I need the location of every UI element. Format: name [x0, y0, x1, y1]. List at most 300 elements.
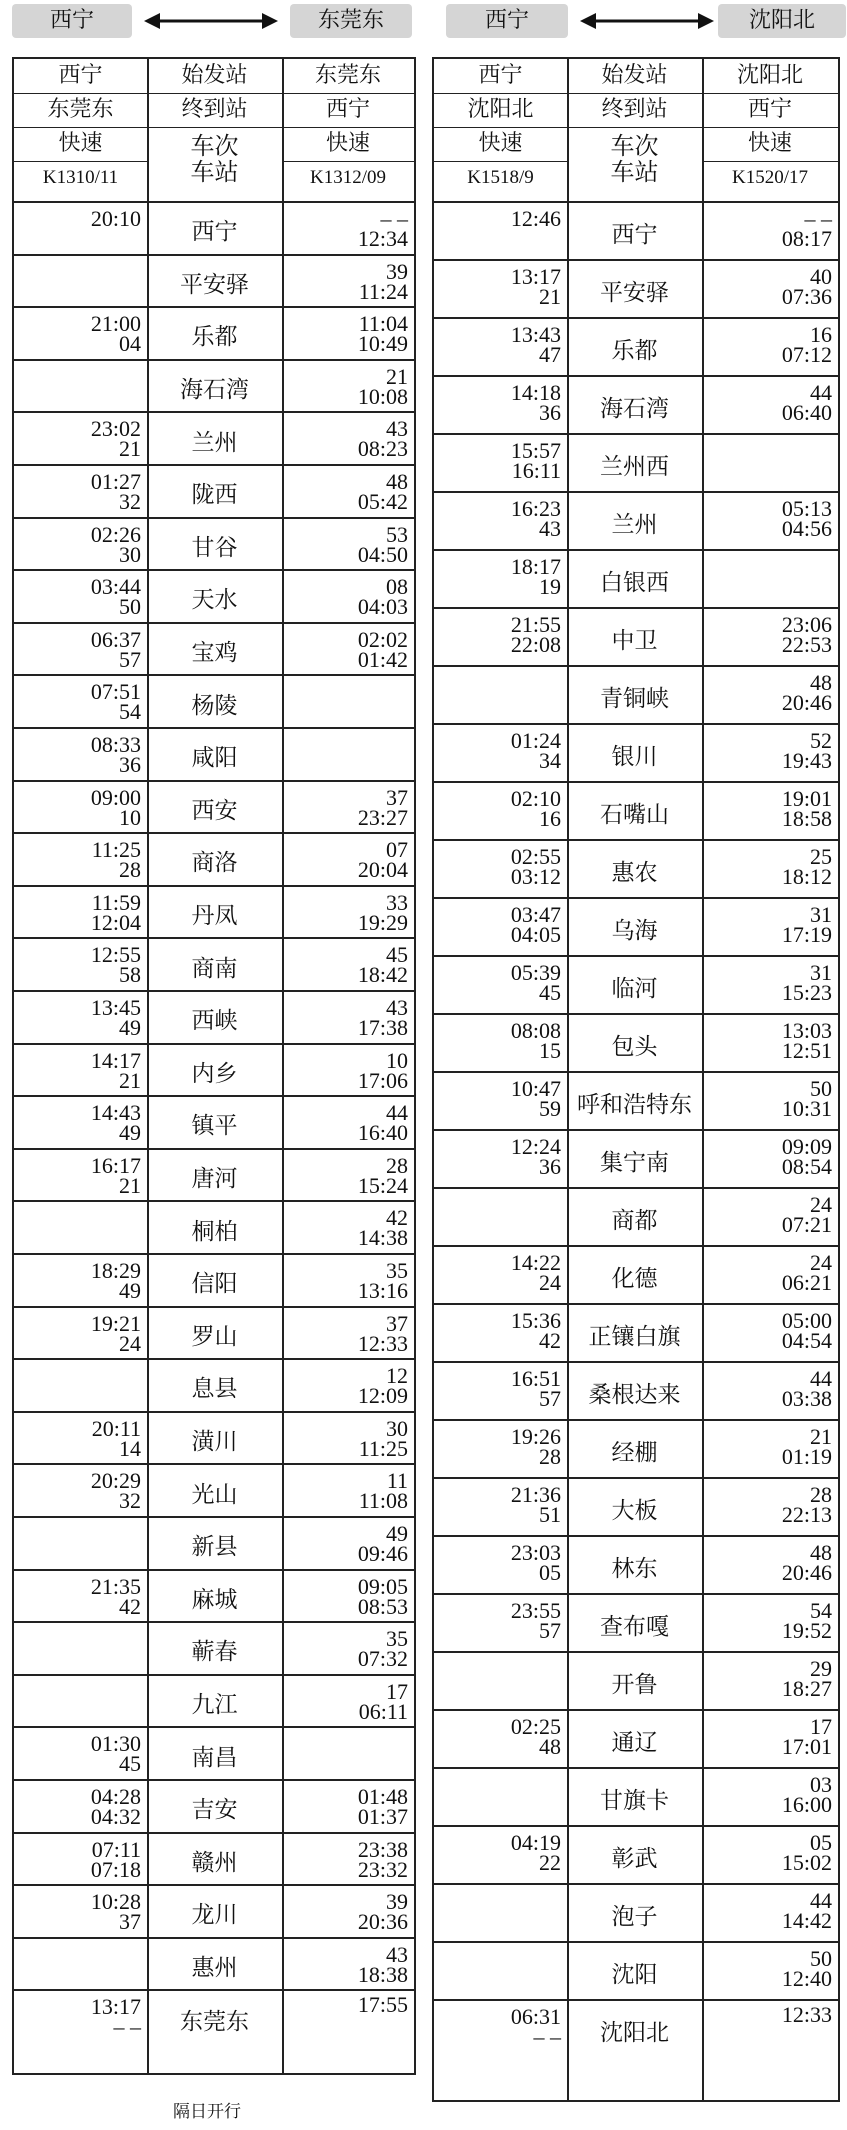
- arrive-depart-time-a: [90, 1100, 141, 1146]
- header-cell: 东莞东: [47, 97, 114, 122]
- station-name: 息县: [191, 1376, 238, 1403]
- table-row: [14, 1306, 414, 1359]
- depart-time: 42: [539, 1328, 561, 1353]
- arrive-time: 11:04: [358, 311, 408, 337]
- arrive-depart-time-b: [357, 1258, 408, 1303]
- arrive-depart-time-a: [510, 1598, 561, 1643]
- station-name: 西宁: [191, 219, 238, 246]
- arrive-depart-time-a: [510, 1424, 561, 1469]
- arrive-depart-time-b: [781, 1308, 832, 1353]
- table-row: [434, 781, 838, 839]
- arrive-time: 09:05: [357, 1573, 408, 1599]
- arrive-time: 13:17: [90, 1994, 141, 2020]
- station-name: 新县: [191, 1534, 238, 1561]
- table-row: [14, 1200, 414, 1253]
- table-row: [14, 937, 414, 990]
- arrive-time: 40: [810, 264, 832, 289]
- arrive-depart-time-b: [781, 902, 832, 947]
- depart-time: 16:00: [781, 1792, 832, 1817]
- table-row: [14, 1463, 414, 1516]
- station-name: 龙川: [191, 1902, 238, 1929]
- table-row: [434, 317, 838, 375]
- depart-time: 19:52: [781, 1618, 832, 1643]
- station-name: 唐河: [191, 1166, 238, 1193]
- arrive-depart-time-b: [357, 363, 408, 409]
- depart-time: 15: [539, 1038, 561, 1063]
- depart-time: 11:08: [358, 1488, 408, 1514]
- depart-time: 42: [119, 1593, 141, 1619]
- depart-time: 45: [539, 980, 561, 1005]
- station-name: 查布嘎: [600, 1614, 669, 1640]
- table-row: [434, 201, 838, 259]
- arrive-depart-time-b: [357, 206, 408, 251]
- arrive-depart-time-a: [90, 1836, 141, 1882]
- arrive-depart-time-b: [781, 1946, 832, 1991]
- arrive-time: 37: [386, 784, 408, 810]
- arrive-time: 05: [810, 1830, 832, 1855]
- station-name: 甘谷: [191, 534, 238, 561]
- arrive-depart-time-b: [781, 1598, 832, 1643]
- depart-time: 19:29: [357, 909, 408, 935]
- arrive-time: 15:57: [510, 438, 561, 463]
- arrive-time: 02:26: [90, 521, 141, 547]
- arrive-depart-time-a: [510, 206, 561, 231]
- depart-time: 45: [119, 1751, 141, 1777]
- arrive-time: 14:18: [510, 380, 561, 405]
- table-row: [14, 517, 414, 570]
- arrive-time: 23:03: [510, 1540, 561, 1565]
- arrive-time: 33: [386, 889, 408, 915]
- arrive-time: 01:48: [357, 1784, 408, 1809]
- table-row: [14, 1937, 414, 1990]
- arrive-time: 30: [386, 1415, 408, 1441]
- arrive-depart-time-b: [357, 1047, 408, 1093]
- station-name: 惠农: [611, 860, 658, 886]
- arrive-depart-time-a: [510, 1250, 561, 1295]
- table-row: [434, 1767, 838, 1825]
- arrive-depart-time-b: [781, 1540, 832, 1585]
- arrive-time: 48: [386, 469, 408, 494]
- arrive-time: 06:31: [510, 2004, 561, 2029]
- table-row: [434, 1129, 838, 1187]
- depart-time: 09:46: [357, 1541, 408, 1566]
- station-name: 集宁南: [600, 1150, 669, 1176]
- arrive-time: 28: [386, 1152, 408, 1178]
- arrive-time: 02:25: [510, 1714, 561, 1739]
- station-name: 白银西: [600, 570, 669, 596]
- arrive-time: 21: [810, 1424, 832, 1449]
- arrive-time: 18:29: [90, 1258, 141, 1283]
- depart-time: 21: [119, 1067, 141, 1093]
- arrive-time: 03: [810, 1772, 832, 1797]
- depart-time: 04: [119, 331, 141, 357]
- table-row: [434, 1709, 838, 1767]
- train-type-b: 快速: [747, 131, 792, 156]
- depart-time: 47: [539, 342, 561, 367]
- depart-time: 10:31: [781, 1096, 832, 1121]
- depart-time: 37: [119, 1909, 141, 1935]
- depart-time: 32: [119, 1488, 141, 1514]
- arrive-depart-time-b: [357, 574, 408, 620]
- table-row: [14, 1674, 414, 1727]
- station-name: 临河: [611, 976, 658, 1002]
- arrive-time: 01:30: [90, 1731, 141, 1757]
- depart-time: 08:54: [781, 1154, 832, 1179]
- depart-time: 20:10: [90, 206, 141, 231]
- depart-time: 08:53: [357, 1593, 408, 1619]
- arrive-time: 14:17: [90, 1047, 141, 1073]
- arrive-time: 19:01: [781, 786, 832, 811]
- station-name: 林东: [611, 1556, 658, 1582]
- depart-time: 13:16: [357, 1278, 408, 1303]
- arrive-time: 13:17: [510, 264, 561, 289]
- arrive-time: 06:37: [90, 626, 141, 652]
- arrive-depart-time-b: [357, 1100, 408, 1146]
- arrive-depart-time-a: [510, 1076, 561, 1121]
- depart-time: 20:46: [781, 690, 832, 715]
- arrive-time: 25: [810, 844, 832, 869]
- arrive-time: 10:28: [90, 1889, 141, 1915]
- arrive-time: 23:02: [90, 416, 141, 442]
- arrive-time: 08:33: [90, 732, 141, 757]
- train-type-a: 快速: [478, 131, 523, 156]
- arrive-time: 21:36: [510, 1482, 561, 1507]
- arrive-depart-time-a: [90, 1994, 141, 2040]
- header-cell: 始发站: [601, 63, 668, 88]
- train-number-a: K1310/11: [42, 167, 119, 188]
- arrive-time: 23:55: [510, 1598, 561, 1623]
- arrive-depart-time-b: [357, 837, 408, 883]
- arrive-depart-time-b: [781, 1830, 832, 1875]
- arrive-depart-time-a: [510, 1830, 561, 1875]
- table-row: [434, 955, 838, 1013]
- depart-time: 57: [119, 646, 141, 672]
- header-cell: 东莞东: [314, 63, 381, 88]
- arrive-depart-time-a: [510, 1018, 561, 1063]
- depart-time: 07:12: [781, 342, 832, 367]
- depart-time: 10:08: [357, 383, 408, 409]
- table-row: [14, 1989, 414, 2045]
- arrive-time: 23:38: [357, 1836, 408, 1862]
- depart-time: 12:51: [781, 1038, 832, 1063]
- depart-time: 14:38: [357, 1225, 408, 1251]
- arrive-depart-time-a: [510, 786, 561, 831]
- arrive-time: 43: [386, 1941, 408, 1967]
- depart-time: 30: [119, 541, 141, 567]
- depart-time: 15:02: [781, 1850, 832, 1875]
- depart-time: 59: [539, 1096, 561, 1121]
- depart-time: 16:40: [357, 1120, 408, 1146]
- arrive-time: 44: [810, 380, 832, 405]
- table-row: [14, 1358, 414, 1411]
- table-row: [14, 254, 414, 307]
- left-banner-from: 西宁: [12, 4, 132, 38]
- table-row: [434, 1883, 838, 1941]
- table-row: [14, 569, 414, 622]
- arrive-time: – –: [804, 206, 832, 231]
- train-station-label: [147, 133, 282, 185]
- arrive-time: 10: [386, 1047, 408, 1073]
- arrive-depart-time-b: [781, 264, 832, 309]
- station-name: 商南: [191, 955, 238, 982]
- arrive-time: 21:35: [90, 1573, 141, 1599]
- station-name: 中卫: [611, 628, 658, 654]
- station-name: 商洛: [191, 850, 238, 877]
- arrive-time: 21:55: [510, 612, 561, 637]
- arrive-time: 50: [810, 1946, 832, 1971]
- depart-time: 28: [539, 1444, 561, 1469]
- arrive-time: 08: [386, 574, 408, 600]
- arrive-depart-time-a: [91, 1415, 141, 1461]
- station-name: 化德: [611, 1266, 658, 1292]
- arrive-depart-time-b: [781, 1714, 832, 1759]
- depart-time: 03:12: [510, 864, 561, 889]
- arrive-depart-time-a: [90, 679, 141, 725]
- arrive-time: 19:26: [510, 1424, 561, 1449]
- arrive-time: 21: [386, 363, 408, 389]
- arrive-depart-time-b: [781, 728, 832, 773]
- arrive-time: 24: [810, 1192, 832, 1217]
- depart-time: 14: [119, 1435, 141, 1461]
- arrive-time: 37: [386, 1310, 408, 1336]
- arrive-depart-time-a: [510, 264, 561, 309]
- table-row: [14, 622, 414, 675]
- arrive-depart-time-b: [357, 1310, 408, 1356]
- depart-time: 04:03: [357, 594, 408, 620]
- depart-time: 12:04: [90, 909, 141, 935]
- arrive-depart-time-b: [357, 1152, 408, 1198]
- depart-time: 23:32: [357, 1856, 408, 1882]
- arrive-depart-time-b: [781, 1192, 832, 1237]
- table-row: [14, 306, 414, 359]
- depart-time: 23:27: [357, 804, 408, 830]
- depart-time: 36: [119, 752, 141, 777]
- station-name: 通辽: [611, 1730, 658, 1756]
- table-row: [14, 1726, 414, 1779]
- depart-time: 49: [119, 1278, 141, 1303]
- depart-time: 20:46: [781, 1560, 832, 1585]
- table-row: [434, 1071, 838, 1129]
- depart-time: 01:37: [357, 1804, 408, 1829]
- col-label-top: 车次: [610, 132, 659, 160]
- arrive-time: 48: [810, 670, 832, 695]
- arrive-depart-time-b: [357, 1836, 408, 1882]
- right-timetable: [432, 57, 840, 2102]
- arrive-time: 45: [386, 942, 408, 968]
- station-name: 平安驿: [600, 280, 669, 306]
- depart-time: 28: [119, 857, 141, 883]
- col-label-top: 车次: [190, 132, 239, 160]
- station-name: 乐都: [191, 324, 238, 351]
- arrive-depart-time-a: [510, 496, 561, 541]
- double-arrow-icon: [580, 9, 714, 33]
- left-timetable: [12, 57, 416, 2075]
- table-row: [434, 1245, 838, 1303]
- station-name: 西安: [191, 797, 238, 824]
- station-name: 兰州西: [600, 454, 669, 480]
- depart-time: 10: [119, 804, 141, 830]
- arrive-depart-time-b: [358, 1468, 408, 1514]
- arrive-time: 53: [386, 521, 408, 547]
- table-row: [14, 1779, 414, 1832]
- arrive-depart-time-b: [357, 626, 408, 672]
- arrive-depart-time-a: [90, 416, 141, 462]
- depart-time: 48: [539, 1734, 561, 1759]
- station-name: 泡子: [611, 1904, 658, 1930]
- depart-time: 24: [539, 1270, 561, 1295]
- station-name: 平安驿: [180, 271, 249, 298]
- arrive-depart-time-a: [90, 521, 141, 567]
- arrive-time: 18:17: [510, 554, 561, 579]
- depart-time: 06:11: [358, 1698, 408, 1724]
- arrive-depart-time-b: [357, 1941, 408, 1987]
- table-row: [14, 464, 414, 517]
- arrive-depart-time-b: [781, 786, 832, 831]
- arrive-time: 07: [386, 837, 408, 863]
- arrive-depart-time-b: [781, 206, 832, 251]
- table-row: [14, 727, 414, 780]
- arrive-time: 12:55: [90, 942, 141, 968]
- depart-time: 36: [539, 1154, 561, 1179]
- arrive-time: 31: [810, 902, 832, 927]
- arrive-time: 17:55: [357, 1992, 408, 2018]
- train-type-b: 快速: [325, 131, 370, 156]
- depart-time: 49: [119, 1120, 141, 1146]
- arrive-time: 16:23: [510, 496, 561, 521]
- table-row: [434, 1825, 838, 1883]
- arrive-time: 54: [810, 1598, 832, 1623]
- depart-time: 08:23: [357, 436, 408, 462]
- header-cell: 沈阳北: [736, 63, 803, 88]
- station-name: 大板: [611, 1498, 658, 1524]
- table-row: [14, 990, 414, 1043]
- arrive-depart-time-b: [358, 1415, 408, 1461]
- header-cell: 西宁: [478, 63, 523, 88]
- arrive-time: 13:45: [90, 995, 141, 1020]
- table-row: [14, 1043, 414, 1096]
- table-row: [434, 1651, 838, 1709]
- left-route-banner: [12, 4, 412, 40]
- arrive-depart-time-a: [90, 995, 141, 1040]
- arrive-depart-time-b: [357, 1889, 408, 1935]
- table-row: [434, 549, 838, 607]
- station-name: 包头: [611, 1034, 658, 1060]
- arrive-depart-time-b: [357, 469, 408, 514]
- table-row: [14, 674, 414, 727]
- depart-time: 07:32: [357, 1646, 408, 1672]
- table-row: [434, 433, 838, 491]
- arrive-depart-time-b: [781, 1656, 832, 1701]
- table-row: [434, 1187, 838, 1245]
- arrive-depart-time-a: [510, 1540, 561, 1585]
- depart-time: 22:08: [510, 632, 561, 657]
- table-row: [14, 1148, 414, 1201]
- depart-time: 11:24: [358, 278, 408, 304]
- arrive-depart-time-a: [90, 1310, 141, 1356]
- header-cell: 终到站: [181, 97, 248, 122]
- arrive-depart-time-a: [510, 960, 561, 1005]
- arrive-depart-time-a: [510, 728, 561, 773]
- double-arrow-icon: [144, 9, 278, 33]
- arrive-time: 29: [810, 1656, 832, 1681]
- table-row: [14, 1516, 414, 1569]
- arrive-depart-time-b: [781, 1772, 832, 1817]
- arrive-time: 43: [386, 995, 408, 1020]
- arrive-time: 02:55: [510, 844, 561, 869]
- header-cell: 始发站: [181, 63, 248, 88]
- arrive-depart-time-b: [358, 1678, 408, 1724]
- station-name: 内乡: [191, 1060, 238, 1087]
- arrive-time: 07:51: [90, 679, 141, 705]
- depart-time: – –: [113, 2014, 141, 2040]
- table-row: [14, 1884, 414, 1937]
- arrive-time: 23:06: [781, 612, 832, 637]
- depart-time: 06:40: [781, 400, 832, 425]
- station-name: 桐柏: [191, 1218, 238, 1245]
- table-row: [434, 259, 838, 317]
- depart-time: 17:19: [781, 922, 832, 947]
- arrive-time: 03:44: [90, 574, 141, 600]
- col-label-bottom: 车站: [190, 158, 239, 186]
- arrive-time: 02:02: [357, 626, 408, 652]
- arrive-depart-time-a: [90, 469, 141, 514]
- arrive-depart-time-b: [781, 1250, 832, 1295]
- arrive-time: 48: [810, 1540, 832, 1565]
- station-name: 银川: [611, 744, 658, 770]
- arrive-depart-time-a: [90, 206, 141, 231]
- table-row: [14, 780, 414, 833]
- table-row: [434, 1013, 838, 1071]
- arrive-depart-time-a: [90, 1573, 141, 1619]
- station-name: 麻城: [191, 1586, 238, 1613]
- depart-time: 50: [119, 594, 141, 620]
- depart-time: 18:12: [781, 864, 832, 889]
- table-row: [14, 201, 414, 254]
- table-row: [434, 1593, 838, 1651]
- arrive-time: – –: [380, 206, 408, 231]
- table-row: [434, 607, 838, 665]
- header-cell: 沈阳北: [467, 97, 534, 122]
- arrive-depart-time-a: [510, 1366, 561, 1411]
- station-name: 宝鸡: [191, 640, 238, 667]
- depart-time: 22:53: [781, 632, 832, 657]
- table-row: [14, 1832, 414, 1885]
- depart-time: 04:32: [90, 1804, 141, 1829]
- arrive-time: 09:09: [781, 1134, 832, 1159]
- depart-time: 12:09: [357, 1383, 408, 1409]
- depart-time: 04:54: [781, 1328, 832, 1353]
- station-name: 惠州: [191, 1955, 238, 1982]
- depart-time: 05: [539, 1560, 561, 1585]
- station-name: 兰州: [611, 512, 658, 538]
- footer-note: 隔日开行: [173, 2102, 241, 2122]
- depart-time: 51: [539, 1502, 561, 1527]
- arrive-time: 12: [386, 1363, 408, 1389]
- arrive-depart-time-b: [357, 942, 408, 988]
- table-row: [434, 1477, 838, 1535]
- depart-time: 18:58: [781, 806, 832, 831]
- station-name: 东莞东: [180, 2009, 249, 2036]
- arrive-time: 24: [810, 1250, 832, 1275]
- arrive-depart-time-a: [510, 902, 561, 947]
- table-row: [434, 897, 838, 955]
- arrive-time: 07:11: [91, 1836, 141, 1862]
- station-name: 乐都: [611, 338, 658, 364]
- arrive-time: 11:25: [91, 837, 141, 863]
- depart-time: 49: [119, 1015, 141, 1040]
- header-cell: 西宁: [325, 97, 370, 122]
- depart-time: 17:01: [781, 1734, 832, 1759]
